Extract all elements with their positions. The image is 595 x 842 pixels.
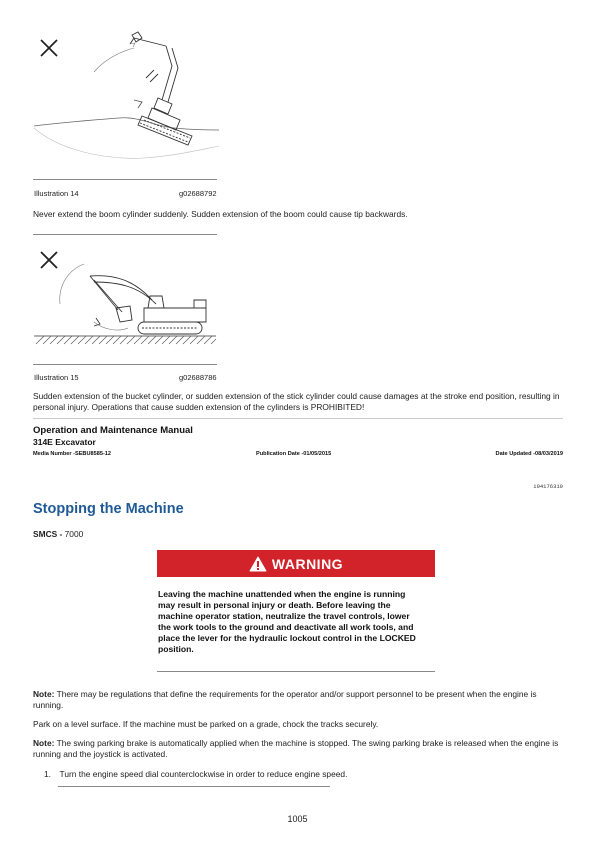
warning-line: the work tools to the ground and deactivate all work tools, and bbox=[158, 622, 414, 632]
warning-bottom-rule bbox=[157, 671, 435, 672]
machine-model: 314E Excavator bbox=[33, 437, 96, 447]
note-text: There may be regulations that define the requirements for the operator and/or support personnel to be present when the engine is running. bbox=[33, 689, 537, 710]
document-id: i04176310 bbox=[533, 483, 563, 490]
note-regulations bbox=[33, 689, 563, 711]
paragraph-boom-warning: Never extend the boom cylinder suddenly. Sudden extension of the boom could cause tip backwards. bbox=[33, 209, 408, 219]
warning-word: WARNING bbox=[271, 555, 344, 572]
note-swing-brake bbox=[33, 738, 563, 760]
warning-line: may result in personal injury or death. Before leaving the bbox=[158, 600, 391, 610]
figure-caption-code: g02688786 bbox=[179, 373, 217, 382]
figure-rule-top bbox=[33, 234, 217, 235]
step-number: 1. bbox=[44, 769, 51, 779]
figure-rule-bottom bbox=[33, 364, 217, 365]
prohibited-x-icon bbox=[41, 252, 57, 268]
note-label: Note: bbox=[33, 689, 55, 699]
figure-rule-top bbox=[33, 179, 217, 180]
smcs-label: SMCS - bbox=[33, 529, 63, 539]
note-text: The swing parking brake is automatically applied when the machine is stopped. The swing parking brake is released when the engine is running and the joystick is activated. bbox=[33, 738, 559, 759]
prohibited-x-icon bbox=[41, 40, 57, 56]
figure-caption-code: g02688792 bbox=[179, 189, 217, 198]
warning-triangle-icon bbox=[249, 556, 267, 572]
header-divider bbox=[33, 418, 563, 419]
manual-title: Operation and Maintenance Manual bbox=[33, 425, 193, 436]
figure-caption-label: Illustration 15 bbox=[34, 373, 79, 382]
page-number: 1005 bbox=[287, 814, 308, 824]
illustration-15 bbox=[34, 240, 219, 364]
section-title: Stopping the Machine bbox=[33, 501, 184, 517]
warning-line: place the lever for the hydraulic lockout control in the LOCKED bbox=[158, 633, 416, 643]
illustration-14 bbox=[34, 30, 219, 178]
list-item bbox=[44, 769, 554, 780]
warning-line: Leaving the machine unattended when the engine is running bbox=[158, 589, 406, 599]
publication-date: Publication Date -01/05/2015 bbox=[256, 451, 332, 457]
figure-caption-label: Illustration 14 bbox=[34, 189, 79, 198]
warning-line: position. bbox=[158, 644, 194, 654]
paragraph-cylinder-warning: Sudden extension of the bucket cylinder, or sudden extension of the stick cylinder could cause damages at the stroke end position, resulting in personal injury. Operations that cause sudden extension of the cylinders is PROHIBITED! bbox=[33, 391, 560, 412]
step-rule bbox=[58, 786, 330, 787]
media-number: Media Number -SEBU8585-12 bbox=[33, 451, 112, 457]
excavator-cylinder-drawing bbox=[34, 240, 219, 364]
tipping-excavator-drawing bbox=[34, 30, 219, 178]
paragraph-park: Park on a level surface. If the machine must be parked on a grade, chock the tracks securely. bbox=[33, 719, 379, 729]
warning-banner bbox=[157, 550, 435, 577]
smcs-value: 7000 bbox=[64, 529, 84, 539]
step-text: Turn the engine speed dial counterclockwise in order to reduce engine speed. bbox=[59, 769, 348, 779]
warning-text bbox=[158, 589, 448, 655]
smcs-code bbox=[33, 529, 83, 540]
note-label: Note: bbox=[33, 738, 55, 748]
warning-line: machine operator station, neutralize the travel controls, lower bbox=[158, 611, 410, 621]
date-updated: Date Updated -08/03/2019 bbox=[495, 451, 563, 457]
